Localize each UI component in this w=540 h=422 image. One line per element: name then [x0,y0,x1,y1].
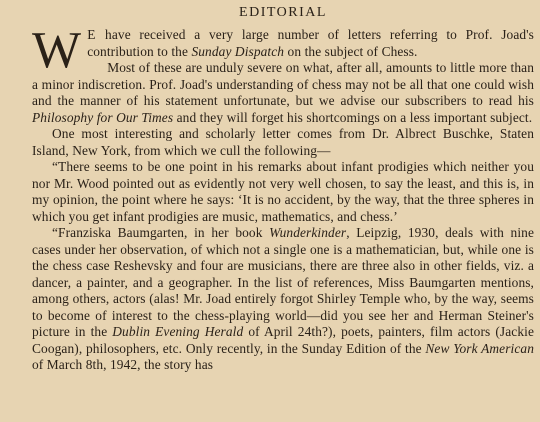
paragraph-5-text-a: “Franziska Baumgarten, in her book [52,225,270,240]
lead-caps: E [87,27,97,42]
paragraph-4 [32,159,534,225]
paragraph-4-text: “There seems to be one point in his remarks about infant prodigies which neither you nor Mr. Wood pointed out as evidently not very well chosen, to say the least, and this is, in my opinion, the point where he says: ‘It is no accident, by the way, that the three spheres in which you get infant prodigies are music, mathematics, and chess.’ [32,159,534,224]
editorial-body [32,22,534,374]
paragraph-5-italic-1: Wunderkinder [269,225,347,240]
paragraph-3-text: One most interesting and scholarly letter comes from Dr. Albrect Buschke, Staten Island, New York, from which we cull the following— [32,126,534,158]
paragraph-2 [32,60,534,126]
paragraph-5-text-b: , Leipzig, 1930, deals with nine cases under her observation, of which not a single one is a mathematician, but, while one is the chess case Reshevsky and four are musicians, there are three also in other fields, viz. a dancer, a painter, and a geographer. In the list of references, Miss Baumgarten mentions, among others, actors (alas! Mr. Joad entirely forgot Shirley Temple who, by the way, seems to become of interest to the chess-playing world—did you see her and Herman Steiner's picture in the [32,225,534,339]
paragraph-1-italic: Sunday Dispatch [191,43,285,59]
paragraph-5-text-c: of April 24th?), poets, painters, film actors (Jackie Coogan), philosophers, etc. Only recently, in the Sunday Edition of the [32,324,534,356]
paragraph-1 [32,22,534,79]
paragraph-5 [32,225,534,374]
paragraph-5-italic-2: Dublin Evening Herald [112,324,244,339]
page-heading: EDITORIAL [239,5,327,20]
drop-cap: W [32,22,82,79]
paragraph-2-text-b: and they will forget his shortcomings on a less important subject. [173,109,533,125]
paragraph-3 [32,126,534,159]
paragraph-1-text-b: on the subject of Chess. [284,43,418,59]
paragraph-5-italic-3: New York American [425,340,534,356]
paragraph-2-text-a: Most of these are unduly severe on what, after all, amounts to little more than a minor indiscretion. Prof. Joad's understanding of chess may not be all that one could wish and the manner of his statement unfortunate, but we advise our subscribers to read his [32,60,534,108]
paragraph-5-text-d: of March 8th, 1942, the story has [32,357,214,372]
paragraph-2-italic: Philosophy for Our Times [32,109,174,125]
paragraph-1-text-a: have received a very large number of letters referring to Prof. Joad's contribution to the [87,27,534,59]
